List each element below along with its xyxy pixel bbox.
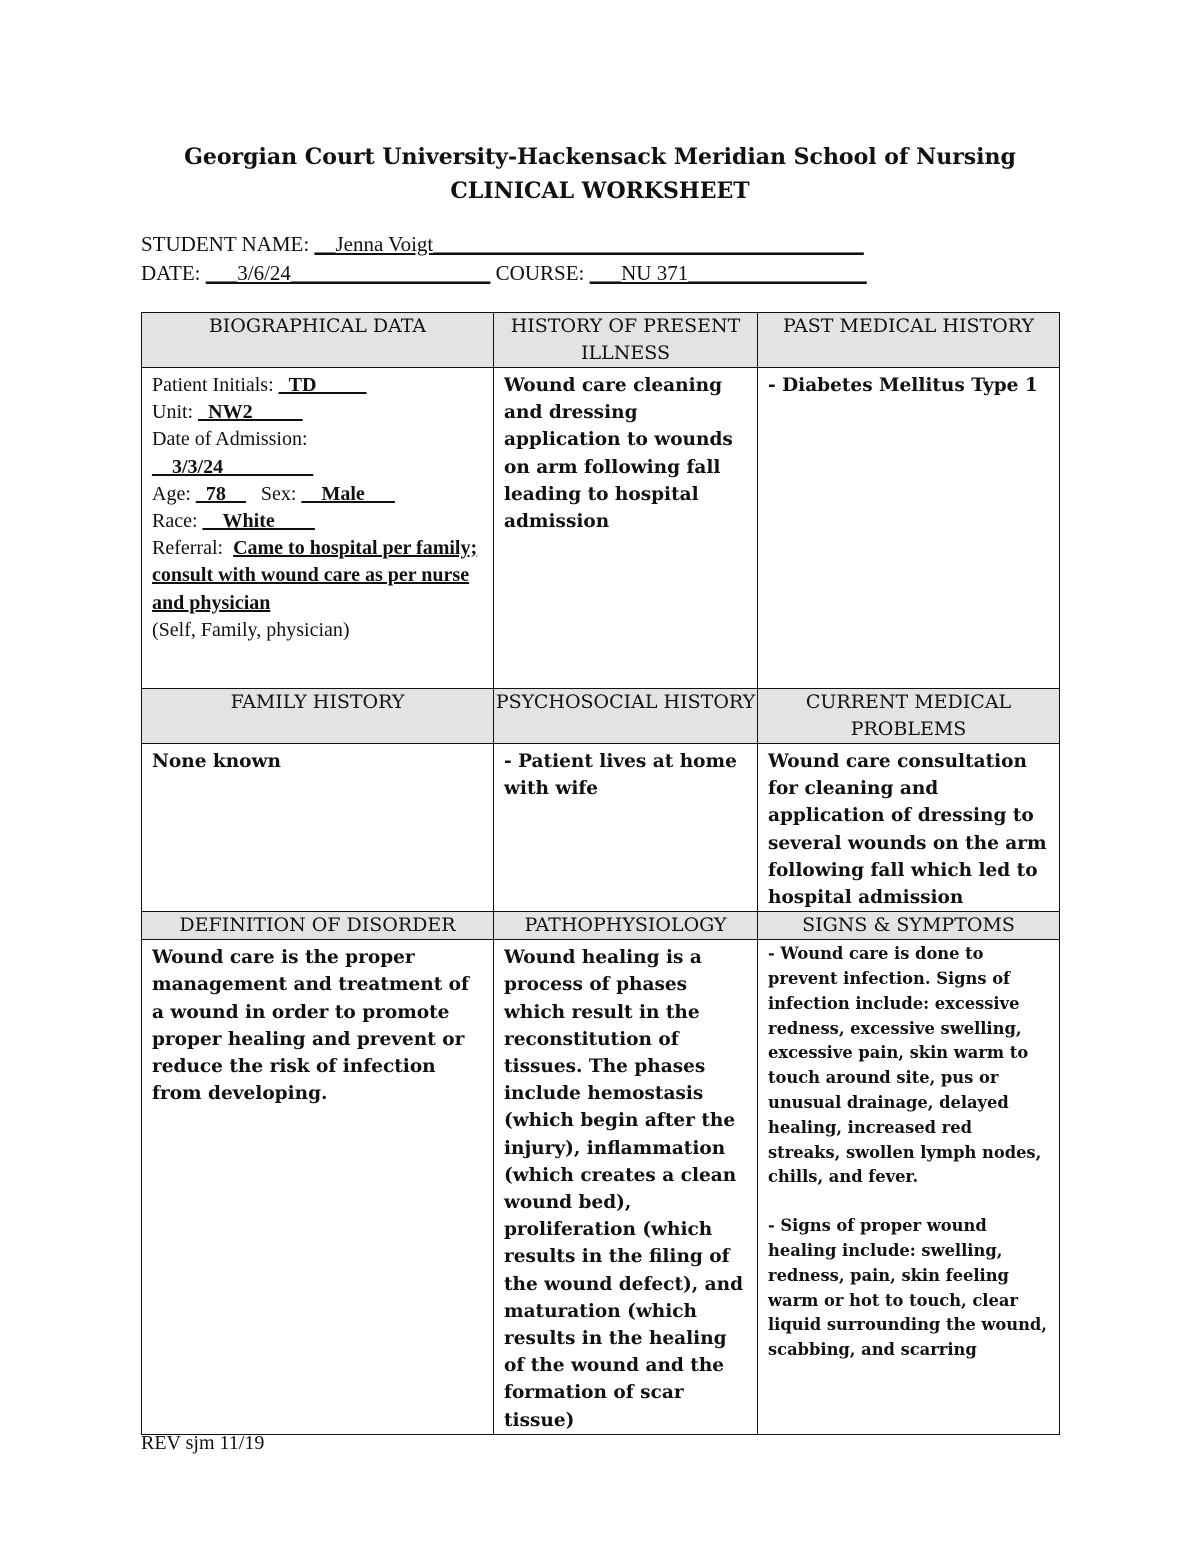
signs-symptoms-heading: SIGNS & SYMPTOMS — [758, 912, 1060, 940]
table-row — [142, 368, 1060, 689]
biographical-cell — [142, 368, 494, 689]
family-history-text: None known — [142, 744, 494, 912]
table-row — [142, 744, 1060, 912]
definition-text: Wound care is the proper management and treatment of a wound in order to promote proper healing and prevent or reduce the risk of infection from developing. — [142, 940, 494, 1435]
revision-footer: REV sjm 11/19 — [141, 1432, 265, 1454]
student-name-value: __Jenna Voigt_________________________________________ — [314, 232, 864, 256]
student-name-label: STUDENT NAME: — [141, 232, 315, 256]
student-name-line — [141, 232, 864, 257]
healing-signs-text: - Signs of proper wound healing include: swelling, redness, pain, skin feeling warm or hot to touch, clear liquid surrounding the wound, scabbing, and scarring — [768, 1216, 1047, 1360]
family-history-heading: FAMILY HISTORY — [142, 689, 494, 744]
signs-symptoms-cell — [758, 940, 1060, 1435]
table-row — [142, 313, 1060, 368]
admission-date-label: Date of Admission: — [152, 428, 308, 451]
current-medical-heading: CURRENT MEDICAL PROBLEMS — [758, 689, 1060, 744]
age-sex-field: Age: _78__ Sex: __Male___ — [152, 482, 395, 505]
unit-field: Unit: _NW2_____ — [152, 401, 303, 424]
biographical-heading: BIOGRAPHICAL DATA — [142, 313, 494, 368]
present-illness-heading: HISTORY OF PRESENT ILLNESS — [494, 313, 758, 368]
psychosocial-text: - Patient lives at home with wife — [494, 744, 758, 912]
psychosocial-heading: PSYCHOSOCIAL HISTORY — [494, 689, 758, 744]
past-medical-heading: PAST MEDICAL HISTORY — [758, 313, 1060, 368]
definition-heading: DEFINITION OF DISORDER — [142, 912, 494, 940]
worksheet-title: CLINICAL WORKSHEET — [450, 178, 750, 204]
race-field: Race: __White____ — [152, 510, 315, 533]
referral-field: Referral: Came to hospital per family; consult with wound care as per nurse and physician — [152, 537, 478, 614]
infection-signs-text: - Wound care is done to prevent infection. Signs of infection include: excessive redness, excessive swelling, excessive pain, skin warm to touch around site, pus or unusual drainage, delayed healing, increased red streaks, swollen lymph nodes, chills, and fever. — [768, 944, 1042, 1187]
past-medical-text: - Diabetes Mellitus Type 1 — [758, 368, 1060, 689]
worksheet-table — [141, 312, 1060, 1435]
table-row — [142, 689, 1060, 744]
course-value: ___NU 371_________________ — [589, 261, 867, 285]
institution-title: Georgian Court University-Hackensack Meridian School of Nursing — [184, 144, 1016, 170]
referral-hint: (Self, Family, physician) — [152, 618, 350, 641]
patient-initials-field: Patient Initials: _TD_____ — [152, 374, 367, 396]
date-value: ___3/6/24___________________ — [205, 261, 491, 285]
admission-date-field: __3/3/24_________ — [152, 455, 314, 478]
pathophysiology-text: Wound healing is a process of phases which result in the reconstitution of tissues. The phases include hemostasis (which begin after the injury), inflammation (which creates a clean wound bed), proliferation (which results in the filing of the wound defect), and maturation (which results in the healing of the wound and the formation of scar tissue) — [494, 940, 758, 1435]
present-illness-text: Wound care cleaning and dressing application to wounds on arm following fall leading to hospital admission — [494, 368, 758, 689]
course-label: COURSE: — [490, 261, 590, 285]
table-row — [142, 912, 1060, 940]
date-label: DATE: — [141, 261, 206, 285]
table-row — [142, 940, 1060, 1435]
pathophysiology-heading: PATHOPHYSIOLOGY — [494, 912, 758, 940]
current-medical-text: Wound care consultation for cleaning and application of dressing to several wounds on the arm following fall which led to hospital admission — [758, 744, 1060, 912]
date-course-line — [141, 261, 867, 286]
